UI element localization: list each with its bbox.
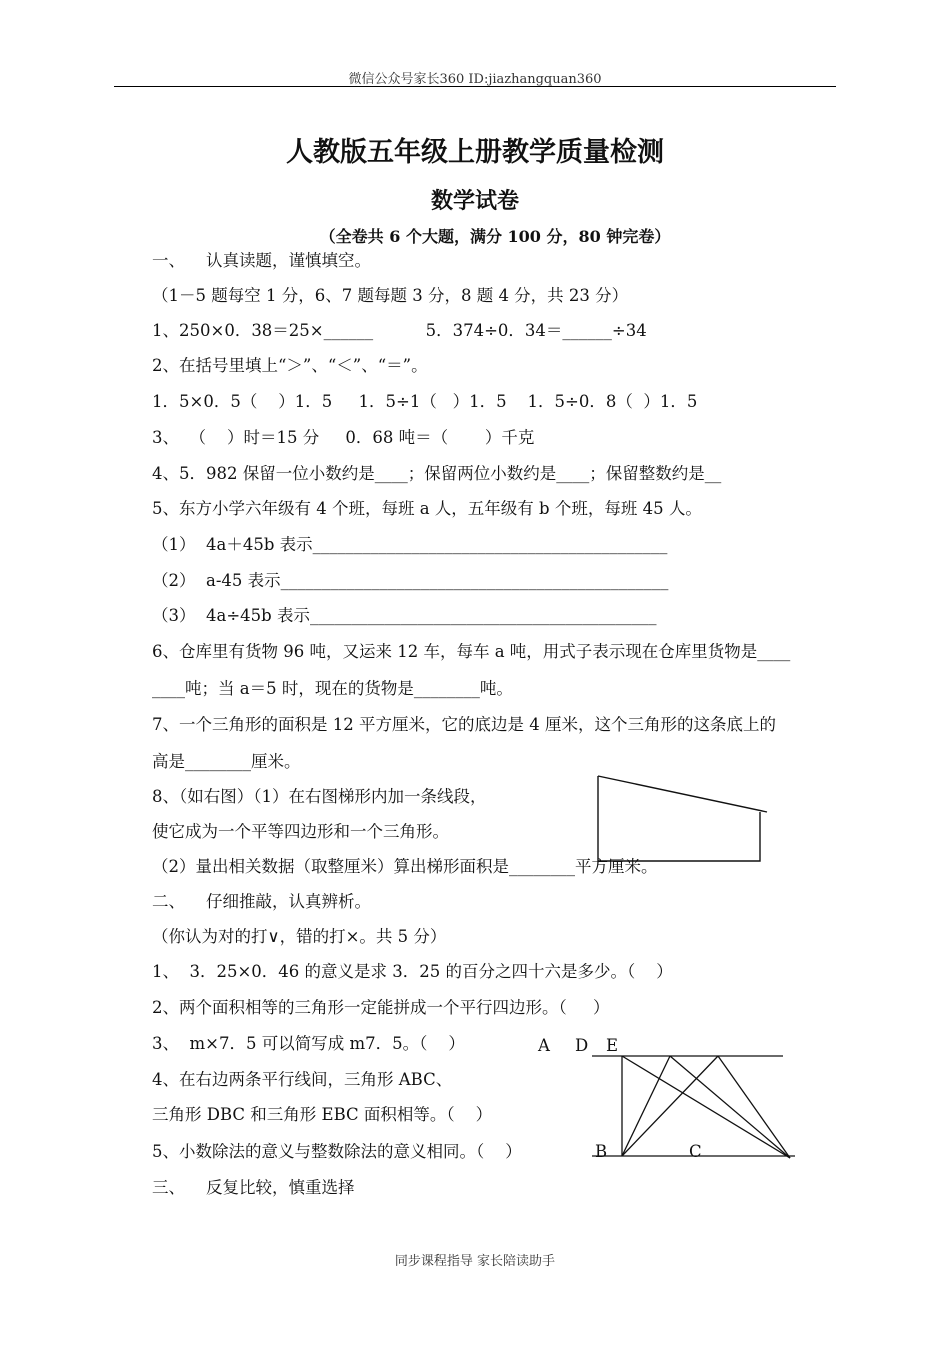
trapezoid-figure [598,776,767,861]
question-line: （1） 4a＋45b 表示___________________________________________ [152,535,668,554]
score-note: （你认为对的打∨，错的打×。共 5 分） [152,927,447,946]
exam-note: （全卷共 6 个大题，满分 100 分，80 钟完卷） [319,227,671,246]
question-line: 高是________厘米。 [152,752,301,771]
question-line: 3、 （ ）时＝15 分 0．68 吨＝（ ）千克 [152,428,535,447]
score-note: （1－5 题每空 1 分，6、7 题每题 3 分，8 题 4 分，共 23 分） [152,286,629,305]
question-line: 3、 m×7．5 可以简写成 m7．5。（ ） [152,1034,465,1053]
question-line: 8、（如右图）（1）在右图梯形内加一条线段， [152,787,487,806]
question-line: 5、小数除法的意义与整数除法的意义相同。（ ） [152,1142,522,1161]
question-line: 4、5．982 保留一位小数约是____；保留两位小数约是____；保留整数约是__ [152,464,722,483]
point-label-e: E [606,1036,619,1055]
question-line: 4、在右边两条平行线间，三角形 ABC、 [152,1070,453,1089]
question-line: 5、东方小学六年级有 4 个班，每班 a 人，五年级有 b 个班，每班 45 人。 [152,499,702,518]
exam-subtitle: 数学试卷 [430,188,519,214]
question-line: 2、在括号里填上“＞”、“＜”、“＝”。 [152,356,428,375]
question-line: ____吨；当 a＝5 时，现在的货物是________吨。 [152,679,513,698]
question-line: （2） a-45 表示_______________________________________________ [152,571,669,590]
point-label-a: A [538,1036,550,1055]
page-footer: 同步课程指导 家长陪读助手 [394,1254,556,1269]
question-line: 使它成为一个平等四边形和一个三角形。 [152,822,449,841]
question-line: 1、250×0．38＝25×______ 5．374÷0．34＝______÷34 [152,321,647,340]
question-line: 6、仓库里有货物 96 吨，又运来 12 车，每车 a 吨，用式子表示现在仓库里货物是____ [152,642,791,661]
question-line: 7、一个三角形的面积是 12 平方厘米，它的底边是 4 厘米，这个三角形的这条底上的 [152,715,776,734]
point-label-b: B [595,1142,608,1161]
section-heading: 一、 认真读题，谨慎填空。 [152,251,371,270]
section-heading: 二、 仔细推敲，认真辨析。 [152,892,371,911]
question-line: （3） 4a÷45b 表示__________________________________________ [152,606,657,625]
question-line: 三角形 DBC 和三角形 EBC 面积相等。（ ） [152,1105,493,1124]
question-line: （2）量出相关数据（取整厘米）算出梯形面积是________平方厘米。 [152,857,658,876]
section-heading: 三、 反复比较，慎重选择 [152,1178,355,1197]
question-line: 2、两个面积相等的三角形一定能拼成一个平行四边形。（ ） [152,998,610,1017]
question-line: 1．5×0．5（ ）1．5 1．5÷1（ ）1．5 1．5÷0．8（ ）1．5 [152,392,698,411]
exam-title: 人教版五年级上册教学质量检测 [286,137,664,168]
page-header: 微信公众号家长360 ID:jiazhangquan360 [348,72,602,87]
question-line: 1、 3．25×0．46 的意义是求 3．25 的百分之四十六是多少。（ ） [152,962,673,981]
point-label-d: D [575,1036,589,1055]
point-label-c: C [689,1142,702,1161]
